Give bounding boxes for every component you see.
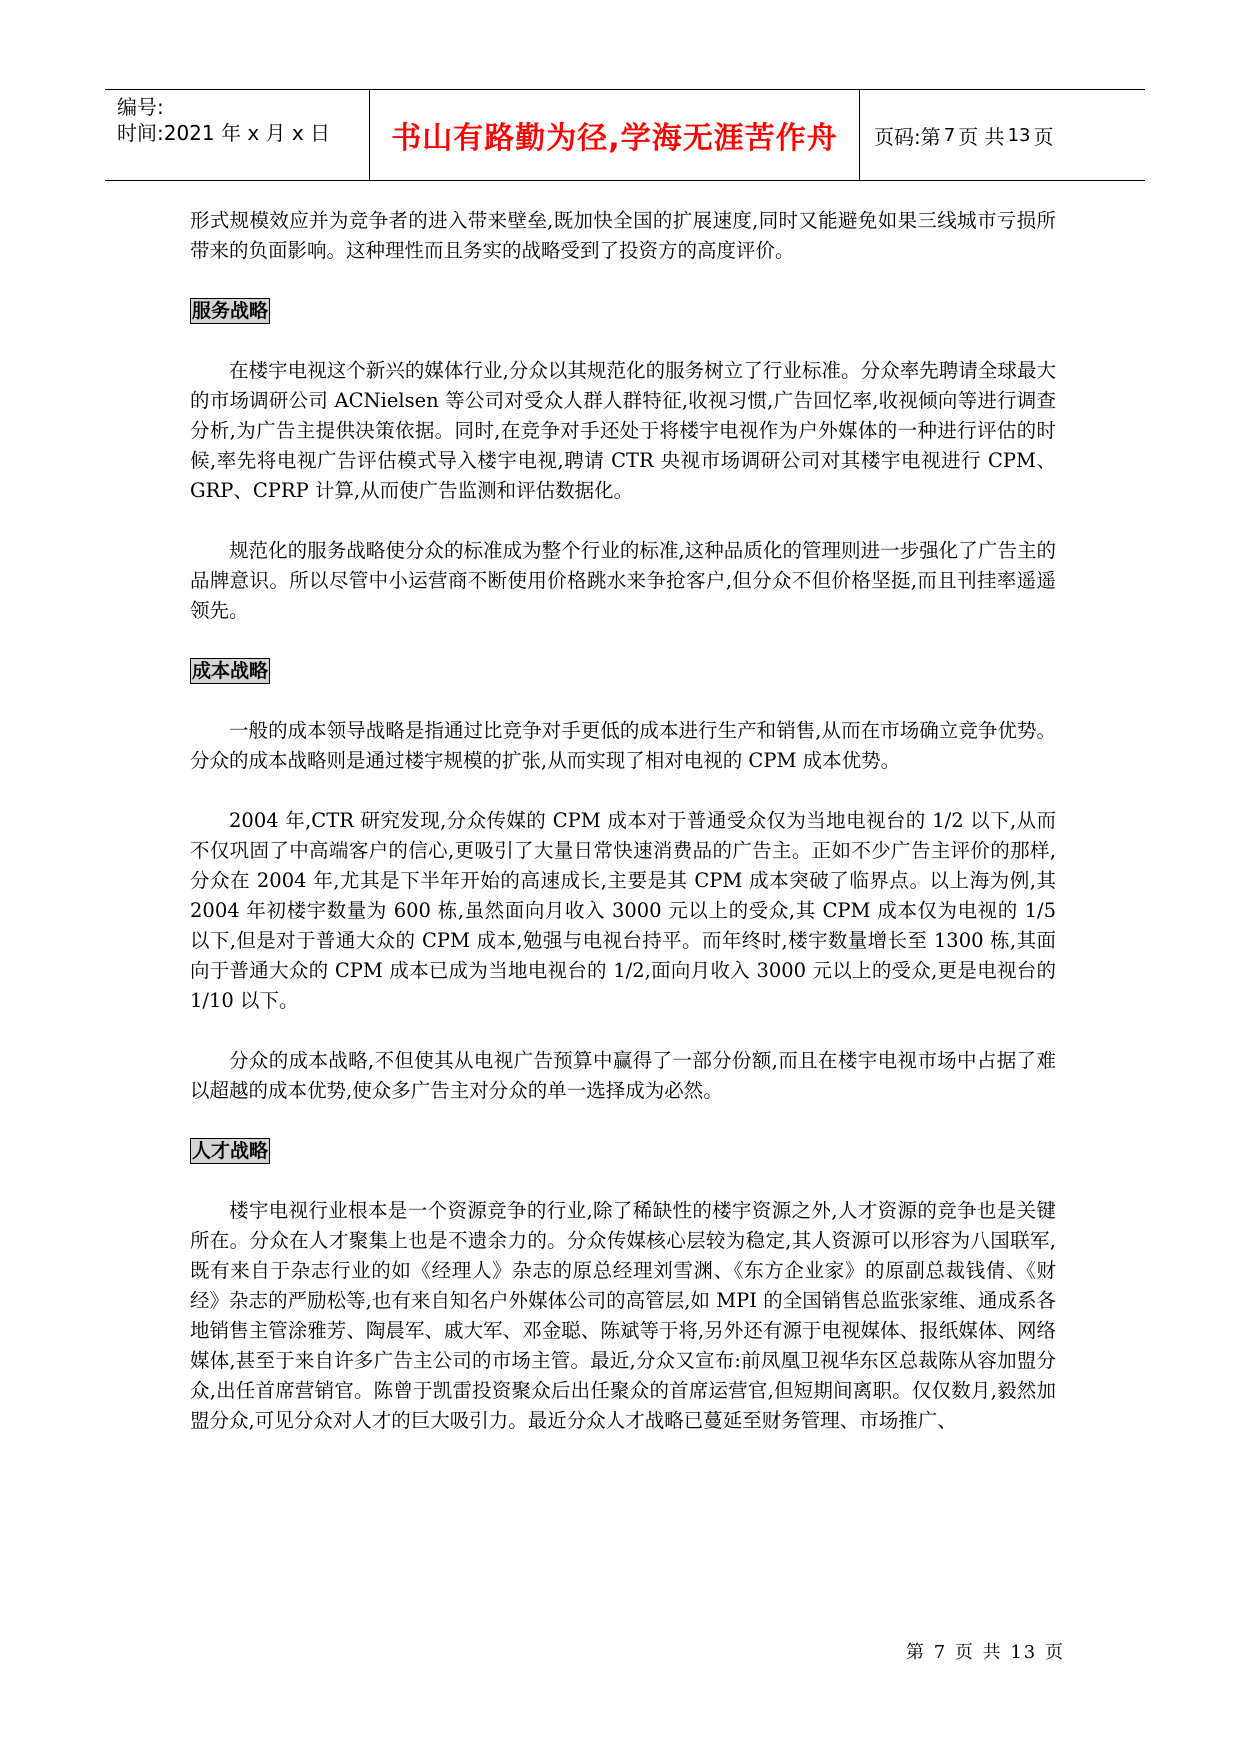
page-total: 13 xyxy=(1007,124,1031,146)
document-time-label: 时间:2021 年 x 月 x 日 xyxy=(117,121,331,145)
page-mid: 页 共 xyxy=(958,124,1005,149)
service-paragraph-1: 在楼宇电视这个新兴的媒体行业,分众以其规范化的服务树立了行业标准。分众率先聘请全球最大的市场调研公司 ACNielsen 等公司对受众人群人群特征,收视习惯,广告回忆率,收视倾向等进行调查分析,为广告主提供决策依据。同时,在竞争对手还处于将楼宇电视作为户外媒体的一种进行评估的时候,率先将电视广告评估模式导入楼宇电视,聘请 CTR 央视市场调研公司对其楼宇电视进行 CPM、GRP、CPRP 计算,从而使广告监测和评估数据化。 xyxy=(190,359,1056,502)
cost-paragraph-2: 2004 年,CTR 研究发现,分众传媒的 CPM 成本对于普通受众仅为当地电视台的 1/2 以下,从而不仅巩固了中高端客户的信心,更吸引了大量日常快速消费品的广告主。正如不少广告主评价的那样,分众在 2004 年,尤其是下半年开始的高速成长,主要是其 CPM 成本突破了临界点。以上海为例,其 2004 年初楼宇数量为 600 栋,虽然面向月收入 3000 元以上的受众,其 CPM 成本仅为电视的 1/5 以下,但是对于普通大众的 CPM 成本,勉强与电视台持平。而年终时,楼宇数量增长至 1300 栋,其面向于普通大众的 CPM 成本已成为当地电视台的 1/2,面向月收入 3000 元以上的受众,更是电视台的 1/10 以下。 xyxy=(190,809,1056,1012)
header-page-indicator xyxy=(860,90,1145,180)
cost-paragraph-3: 分众的成本战略,不但使其从电视广告预算中赢得了一部分份额,而且在楼宇电视市场中占据了难以超越的成本优势,使众多广告主对分众的单一选择成为必然。 xyxy=(190,1049,1056,1102)
section-heading-cost: 成本战略 xyxy=(192,660,269,682)
page-header xyxy=(105,89,1145,181)
section-heading-talent: 人才战略 xyxy=(192,1140,269,1162)
header-meta xyxy=(105,90,370,180)
section-heading-service: 服务战略 xyxy=(192,300,269,322)
page-prefix: 页码:第 xyxy=(874,124,941,149)
service-paragraph-2: 规范化的服务战略使分众的标准成为整个行业的标准,这种品质化的管理则进一步强化了广告主的品牌意识。所以尽管中小运营商不断使用价格跳水来争抢客户,但分众不但价格坚挺,而且刊挂率遥遥领先。 xyxy=(190,539,1056,622)
talent-paragraph-1: 楼宇电视行业根本是一个资源竞争的行业,除了稀缺性的楼宇资源之外,人才资源的竞争也是关键所在。分众在人才聚集上也是不遗余力的。分众传媒核心层较为稳定,其人资源可以形容为八国联军,既有来自于杂志行业的如《经理人》杂志的原总经理刘雪渊、《东方企业家》的原副总裁钱倩、《财经》杂志的严励松等,也有来自知名户外媒体公司的高管层,如 MPI 的全国销售总监张家维、通成系各地销售主管涂雅芳、陶晨军、戚大军、邓金聪、陈斌等于将,另外还有源于电视媒体、报纸媒体、网络媒体,甚至于来自许多广告主公司的市场主管。最近,分众又宣布:前凤凰卫视华东区总裁陈从容加盟分众,出任首席营销官。陈曾于凯雷投资聚众后出任聚众的首席运营官,但短期间离职。仅仅数月,毅然加盟分众,可见分众对人才的巨大吸引力。最近分众人才战略已蔓延至财务管理、市场推广、 xyxy=(190,1199,1056,1432)
intro-paragraph: 形式规模效应并为竞争者的进入带来壁垒,既加快全国的扩展速度,同时又能避免如果三线城市亏损所带来的负面影响。这种理性而且务实的战略受到了投资方的高度评价。 xyxy=(190,209,1056,262)
page-current: 7 xyxy=(943,124,956,146)
document-number-label: 编号: xyxy=(117,95,164,119)
document-body xyxy=(190,206,1056,1436)
page-footer: 第 7 页 共 13 页 xyxy=(906,1642,1065,1663)
cost-paragraph-1: 一般的成本领导战略是指通过比竞争对手更低的成本进行生产和销售,从而在市场确立竞争优势。分众的成本战略则是通过楼宇规模的扩张,从而实现了相对电视的 CPM 成本优势。 xyxy=(190,719,1056,772)
header-motto: 书山有路勤为径,学海无涯苦作舟 xyxy=(370,90,860,180)
page-suffix: 页 xyxy=(1033,124,1054,149)
